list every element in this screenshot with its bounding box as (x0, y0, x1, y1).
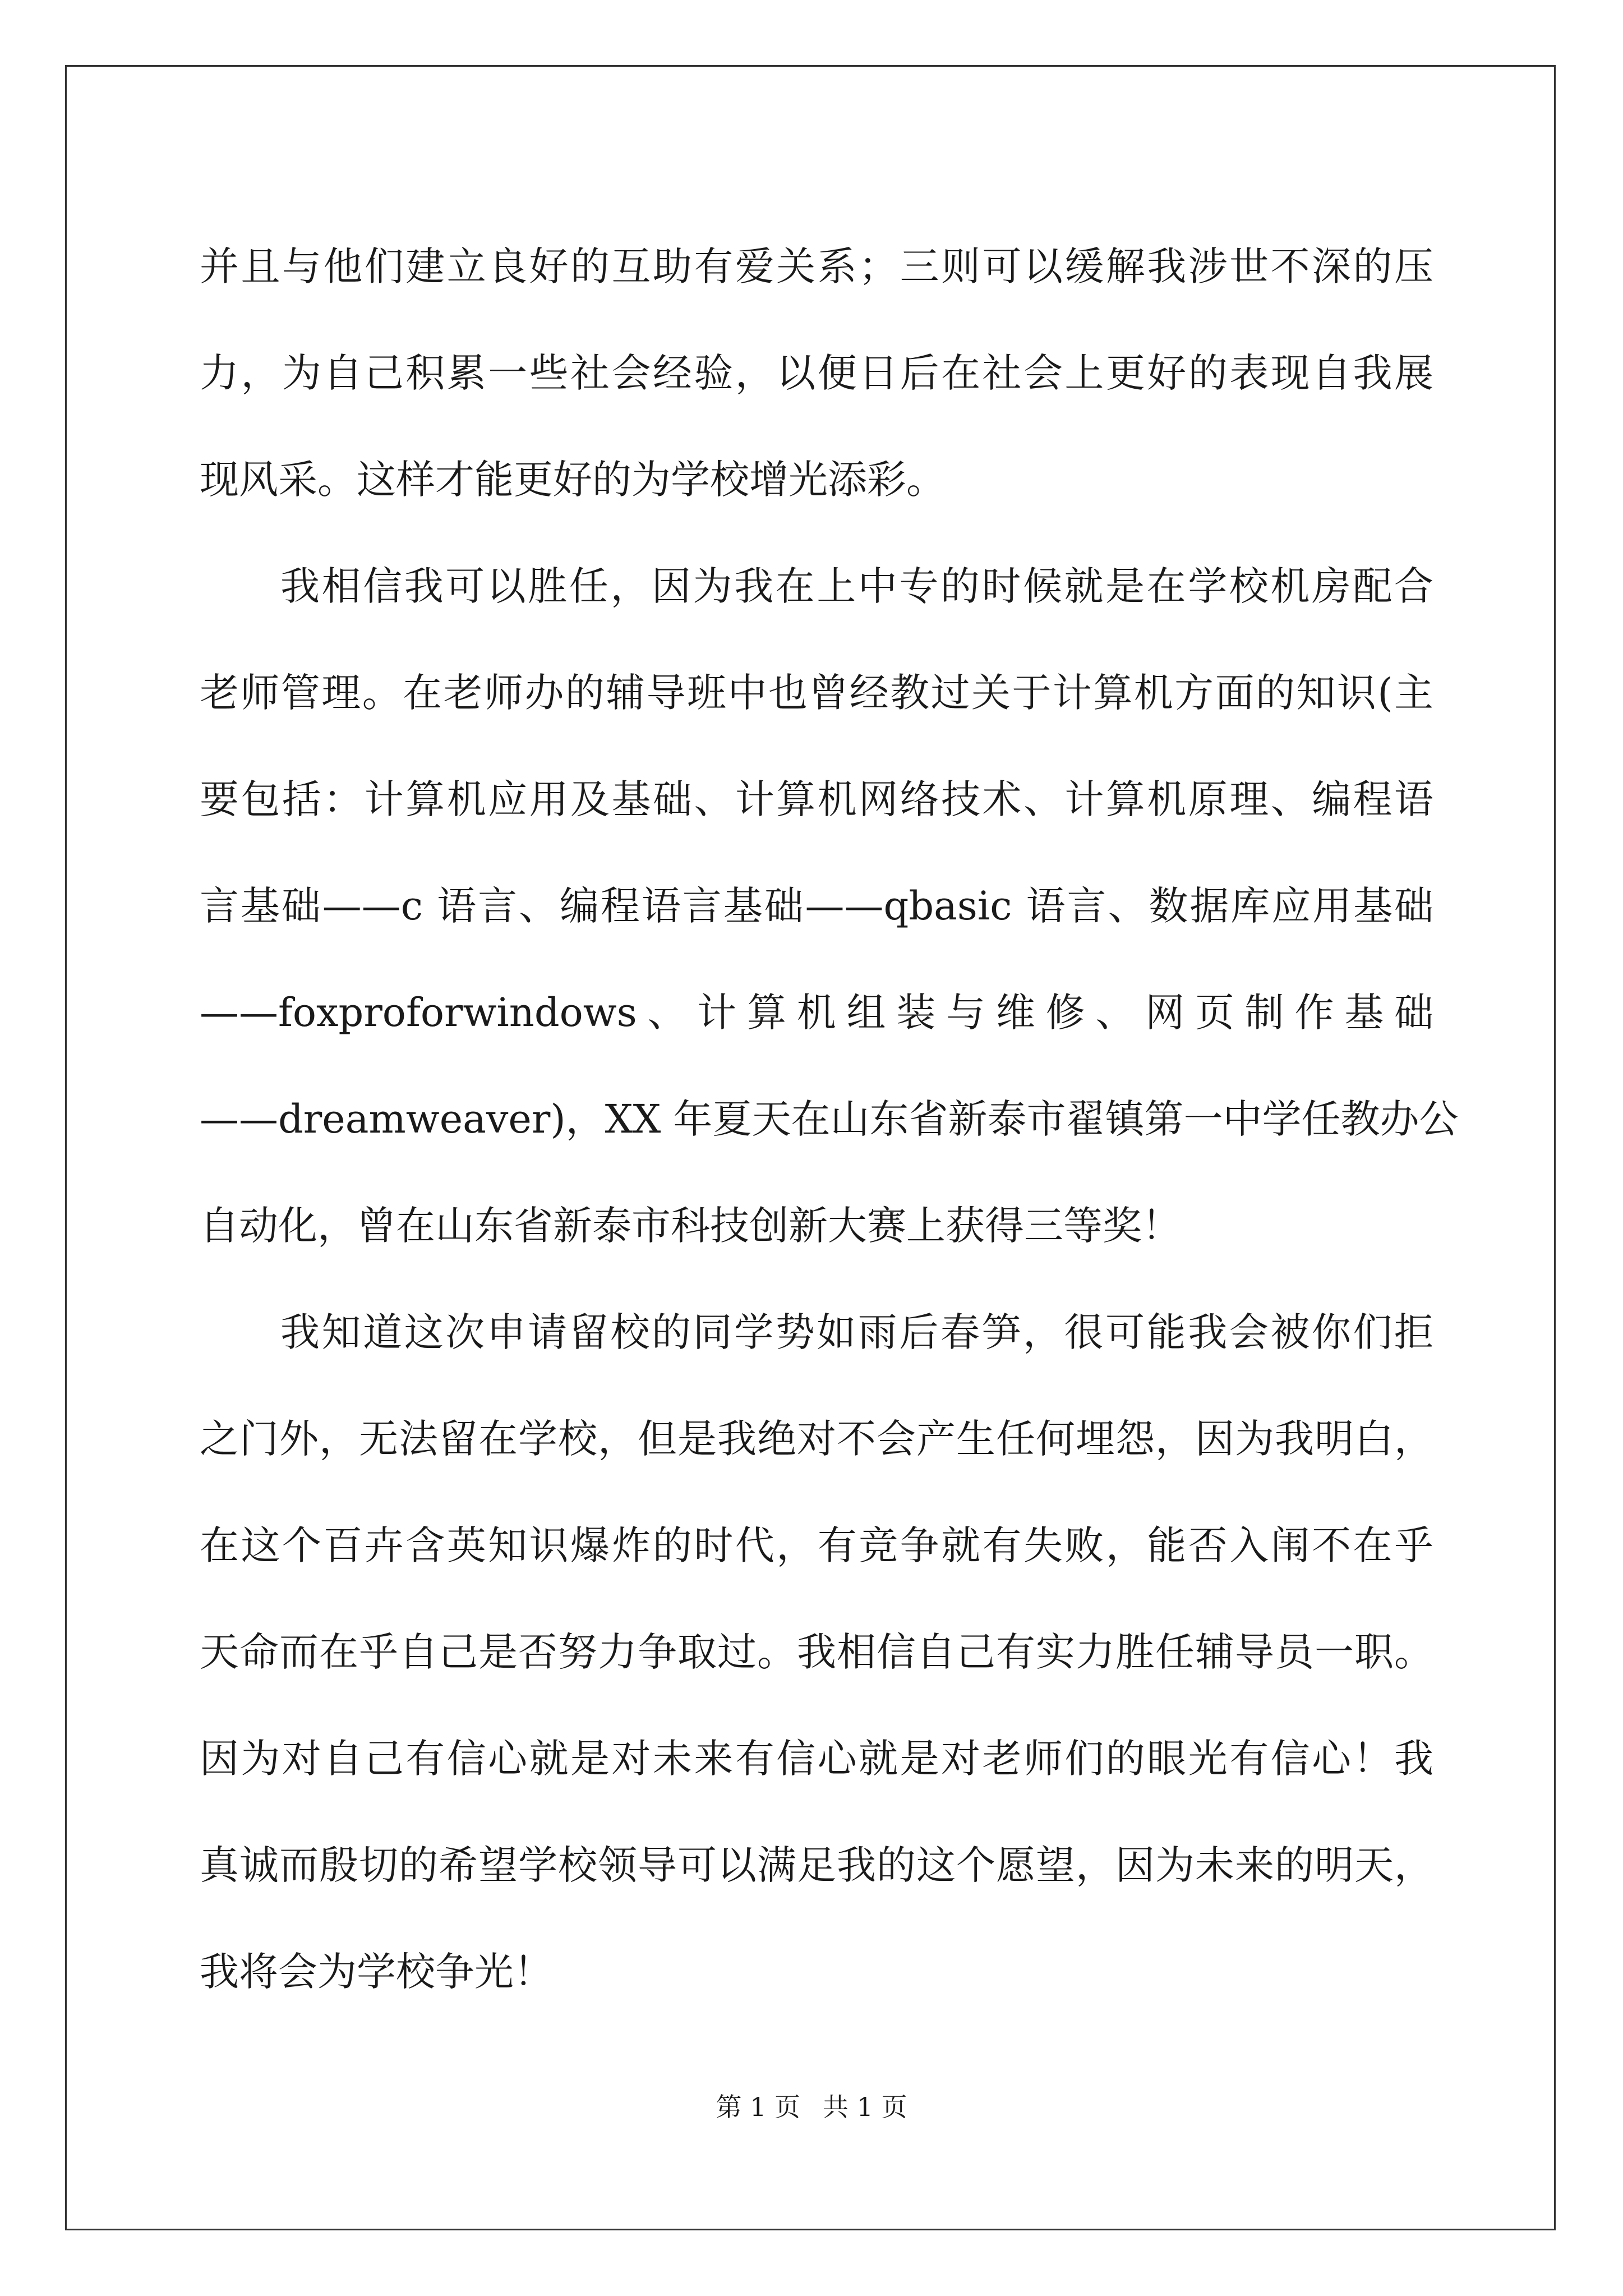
text-line: 我相信我可以胜任，因为我在上中专的时候就是在学校机房配合 (280, 563, 1433, 609)
page-total: 共 1 页 (823, 2092, 907, 2122)
text-line: 因为对自己有信心就是对未来有信心就是对老师们的眼光有信心！我 (200, 1736, 1433, 1782)
text-line: ——dreamweaver)，XX 年夏天在山东省新泰市翟镇第一中学任教办公 (200, 1096, 1459, 1142)
text-line: 言基础——c 语言、编程语言基础——qbasic 语言、数据库应用基础 (200, 883, 1433, 929)
text-line: 并且与他们建立良好的互助有爱关系；三则可以缓解我涉世不深的压 (200, 243, 1433, 289)
text-line: 在这个百卉含英知识爆炸的时代，有竞争就有失败，能否入闱不在乎 (200, 1522, 1433, 1568)
text-line: 之门外，无法留在学校，但是我绝对不会产生任何埋怨，因为我明白， (200, 1416, 1433, 1462)
text-line: 天命而在乎自己是否努力争取过。我相信自己有实力胜任辅导员一职。 (200, 1629, 1433, 1675)
document-body (200, 213, 1459, 2025)
text-line: 要包括：计算机应用及基础、计算机网络技术、计算机原理、编程语 (200, 776, 1433, 822)
text-line: 力，为自己积累一些社会经验，以便日后在社会上更好的表现自我展 (200, 350, 1433, 396)
text-line: 现风采。这样才能更好的为学校增光添彩。 (200, 457, 946, 503)
text-line: 真诚而殷切的希望学校领导可以满足我的这个愿望，因为未来的明天， (200, 1842, 1433, 1888)
text-line: 我将会为学校争光！ (200, 1949, 553, 1995)
text-line: ——foxproforwindows、计算机组装与维修、网页制作基础 (200, 990, 1433, 1036)
page-footer (0, 2090, 1623, 2124)
text-line: 老师管理。在老师办的辅导班中也曾经教过关于计算机方面的知识(主 (200, 670, 1433, 716)
text-line: 我知道这次申请留校的同学势如雨后春笋，很可能我会被你们拒 (280, 1309, 1433, 1355)
text-line: 自动化，曾在山东省新泰市科技创新大赛上获得三等奖！ (200, 1203, 1181, 1249)
page-number: 第 1 页 (716, 2092, 800, 2122)
